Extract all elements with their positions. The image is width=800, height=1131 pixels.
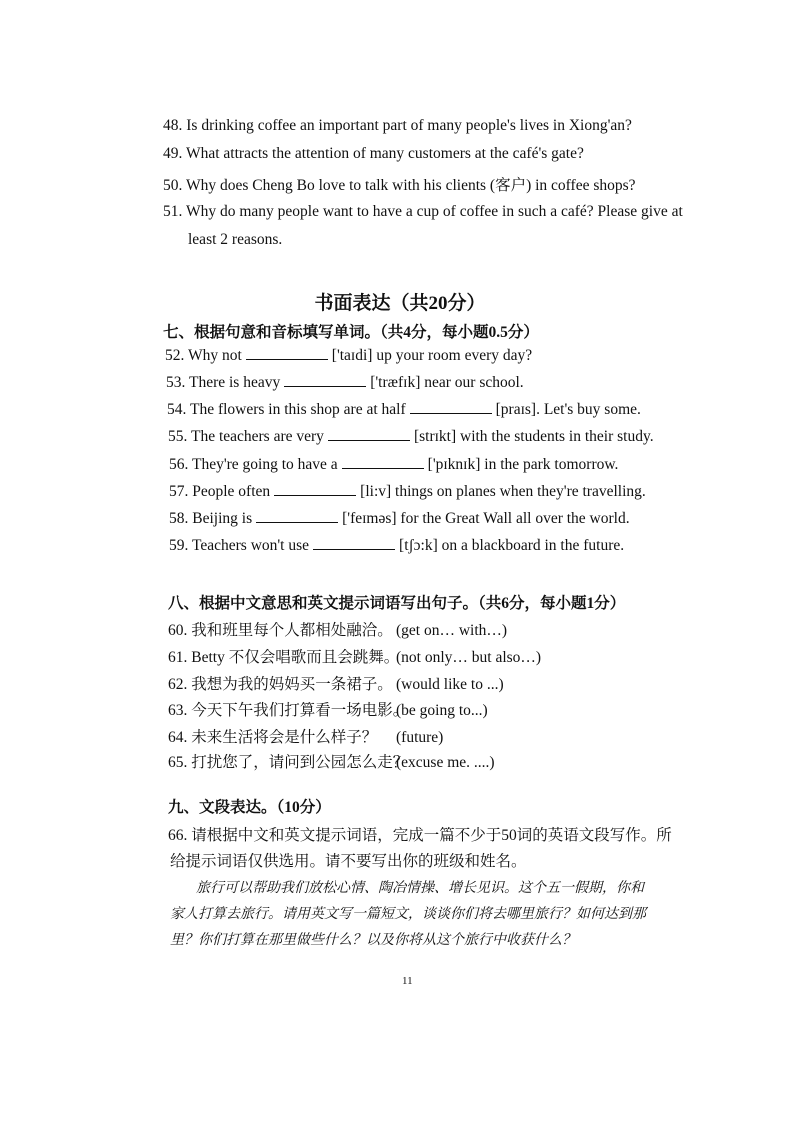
question-50: 50. Why does Cheng Bo love to talk with his clients (客户) in coffee shops? — [163, 177, 636, 194]
item-text: 59. Teachers won't use — [169, 537, 310, 554]
fill-item — [165, 347, 532, 365]
fill-item — [166, 374, 524, 392]
section7-header: 七、根据句意和音标填写单词。（共4分，每小题0.5分） — [163, 324, 539, 341]
item-phonetic: ['feɪməs] for the Great Wall all over the world. — [342, 510, 630, 527]
item-text: 58. Beijing is — [169, 510, 253, 527]
translation-item — [168, 698, 488, 720]
question-66-cont: 给提示词语仅供选用。请不要写出你的班级和姓名。 — [170, 853, 527, 870]
item-text: 52. Why not — [165, 347, 242, 364]
question-49: 49. What attracts the attention of many customers at the café's gate? — [163, 145, 584, 162]
translation-item — [168, 645, 541, 667]
item-phonetic: [strɪkt] with the students in their study. — [413, 428, 654, 445]
answer-blank[interactable] — [410, 401, 492, 414]
item-chinese: 61. Betty 不仅会唱歌而且会跳舞。 — [168, 649, 400, 666]
question-51: 51. Why do many people want to have a cup of coffee in such a café? Please give at — [163, 203, 683, 220]
fill-item — [169, 537, 624, 555]
fill-item — [169, 483, 646, 501]
item-phonetic: [praɪs]. Let's buy some. — [495, 401, 641, 418]
item-chinese: 62. 我想为我的妈妈买一条裙子。 — [168, 676, 393, 693]
item-hint: (excuse me. ....) — [396, 754, 495, 771]
item-chinese: 65. 打扰您了，请问到公园怎么走？ — [168, 754, 409, 771]
item-phonetic: [li:v] things on planes when they're travelling. — [360, 483, 646, 500]
fill-item — [169, 456, 618, 474]
item-text: 57. People often — [169, 483, 271, 500]
section9-header: 九、文段表达。（10分） — [168, 799, 331, 816]
page-number: 11 — [402, 975, 413, 987]
question-66: 66. 请根据中文和英文提示词语，完成一篇不少于50词的英语文段写作。所 — [168, 827, 672, 844]
prompt-line-3: 里？你们打算在那里做些什么？以及你将从这个旅行中收获什么？ — [170, 932, 576, 948]
question-48: 48. Is drinking coffee an important part of many people's lives in Xiong'an? — [163, 117, 632, 134]
question-51-cont: least 2 reasons. — [188, 231, 283, 248]
item-text: 54. The flowers in this shop are at half — [167, 401, 406, 418]
translation-item — [168, 618, 507, 640]
item-hint: (future) — [396, 729, 444, 746]
answer-blank[interactable] — [284, 374, 366, 387]
item-hint: (get on… with…) — [396, 622, 508, 639]
prompt-line-1: 旅行可以帮助我们放松心情、陶冶情操、增长见识。这个五一假期，你和 — [196, 880, 644, 896]
item-text: 53. There is heavy — [166, 374, 281, 391]
item-chinese: 60. 我和班里每个人都相处融洽。 — [168, 622, 393, 639]
item-phonetic: [tʃɔ:k] on a blackboard in the future. — [399, 537, 625, 554]
fill-item — [169, 510, 630, 528]
item-phonetic: ['pɪknɪk] in the park tomorrow. — [427, 456, 619, 473]
item-hint: (not only… but also…) — [396, 649, 542, 666]
section-title: 书面表达（共20分） — [314, 293, 486, 314]
item-hint: (would like to ...) — [396, 676, 504, 693]
section8-header: 八、根据中文意思和英文提示词语写出句子。（共6分，每小题1分） — [168, 595, 626, 612]
item-hint: (be going to...) — [396, 702, 488, 719]
translation-item — [168, 725, 443, 747]
translation-item — [168, 750, 495, 772]
answer-blank[interactable] — [274, 483, 356, 496]
fill-item — [167, 401, 641, 419]
item-chinese: 64. 未来生活将会是什么样子？ — [168, 729, 378, 746]
answer-blank[interactable] — [342, 456, 424, 469]
item-phonetic: ['taɪdi] up your room every day? — [331, 347, 533, 364]
item-text: 55. The teachers are very — [168, 428, 324, 445]
item-chinese: 63. 今天下午我们打算看一场电影。 — [168, 702, 409, 719]
answer-blank[interactable] — [328, 428, 410, 441]
answer-blank[interactable] — [256, 510, 338, 523]
item-phonetic: ['træfɪk] near our school. — [370, 374, 524, 391]
prompt-line-2: 家人打算去旅行。请用英文写一篇短文，谈谈你们将去哪里旅行？如何达到那 — [170, 906, 646, 922]
fill-item — [168, 428, 654, 446]
answer-blank[interactable] — [313, 537, 395, 550]
item-text: 56. They're going to have a — [169, 456, 338, 473]
answer-blank[interactable] — [246, 347, 328, 360]
translation-item — [168, 672, 504, 694]
